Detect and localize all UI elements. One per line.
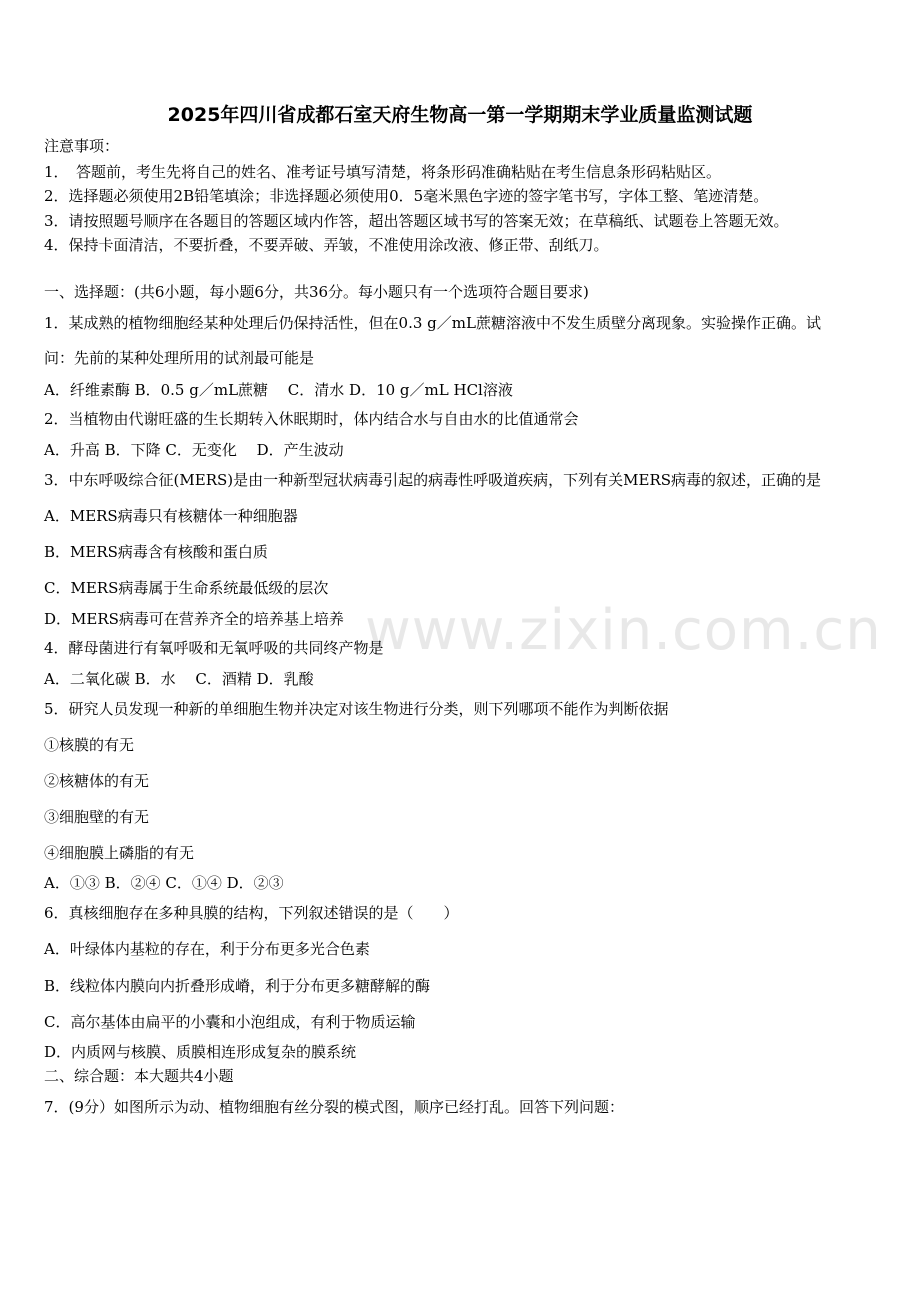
q1-stem-line-2: 问：先前的某种处理所用的试剂最可能是 [44,349,315,367]
section-2-heading: 二、综合题：本大题共4小题 [44,1067,234,1085]
section-1-heading: 一、选择题：(共6小题，每小题6分，共36分。每小题只有一个选项符合题目要求) [44,283,589,301]
q1-options: A．纤维素酶 B．0.5 g／mL蔗糖 C．清水 D．10 g／mL HCl溶液 [44,381,513,399]
q1-stem-line-1: 1．某成熟的植物细胞经某种处理后仍保持活性，但在0.3 g／mL蔗糖溶液中不发生质壁分离现象。实验操作正确。试 [44,314,821,332]
watermark: www.zixin.com.cn [365,598,882,663]
notice-heading: 注意事项： [44,137,120,155]
notice-item-3: 3．请按照题号顺序在各题目的答题区域内作答，超出答题区域书写的答案无效；在草稿纸、试题卷上答题无效。 [44,212,789,230]
q2-options: A．升高 B．下降 C．无变化 D．产生波动 [44,441,344,459]
q5-item-3: ③细胞壁的有无 [44,808,150,826]
q3-option-d: D．MERS病毒可在营养齐全的培养基上培养 [44,610,344,628]
q2-stem: 2．当植物由代谢旺盛的生长期转入休眠期时，体内结合水与自由水的比值通常会 [44,410,579,428]
q6-option-a: A．叶绿体内基粒的存在，利于分布更多光合色素 [44,940,370,958]
q4-stem: 4．酵母菌进行有氧呼吸和无氧呼吸的共同终产物是 [44,639,384,657]
q6-option-c: C．高尔基体由扁平的小囊和小泡组成，有利于物质运输 [44,1013,416,1031]
q7-stem: 7．(9分）如图所示为动、植物细胞有丝分裂的模式图，顺序已经打乱。回答下列问题： [44,1098,624,1116]
q5-options: A．①③ B．②④ C．①④ D．②③ [44,874,284,892]
q3-option-a: A．MERS病毒只有核糖体一种细胞器 [44,507,298,525]
q5-item-1: ①核膜的有无 [44,736,135,754]
q5-item-4: ④细胞膜上磷脂的有无 [44,844,195,862]
q5-item-2: ②核糖体的有无 [44,772,150,790]
q3-option-b: B．MERS病毒含有核酸和蛋白质 [44,543,268,561]
q6-stem: 6．真核细胞存在多种具膜的结构，下列叙述错误的是（ ） [44,904,459,922]
q5-stem: 5．研究人员发现一种新的单细胞生物并决定对该生物进行分类，则下列哪项不能作为判断依据 [44,700,669,718]
q3-stem: 3．中东呼吸综合征(MERS)是由一种新型冠状病毒引起的病毒性呼吸道疾病，下列有关MERS病毒的叙述，正确的是 [44,471,822,489]
notice-item-1: 1． 答题前，考生先将自己的姓名、准考证号填写清楚，将条形码准确粘贴在考生信息条形码粘贴区。 [44,163,722,181]
q3-option-c: C．MERS病毒属于生命系统最低级的层次 [44,579,329,597]
notice-item-2: 2．选择题必须使用2B铅笔填涂；非选择题必须使用0．5毫米黑色字迹的签字笔书写，字体工整、笔迹清楚。 [44,187,769,205]
q6-option-d: D．内质网与核膜、质膜相连形成复杂的膜系统 [44,1043,357,1061]
notice-item-4: 4．保持卡面清洁，不要折叠，不要弄破、弄皱，不准使用涂改液、修正带、刮纸刀。 [44,236,609,254]
q4-options: A．二氧化碳 B．水 C．酒精 D．乳酸 [44,670,314,688]
page-title: 2025年四川省成都石室天府生物高一第一学期期末学业质量监测试题 [167,104,753,126]
q6-option-b: B．线粒体内膜向内折叠形成嵴，利于分布更多糖酵解的酶 [44,977,431,995]
